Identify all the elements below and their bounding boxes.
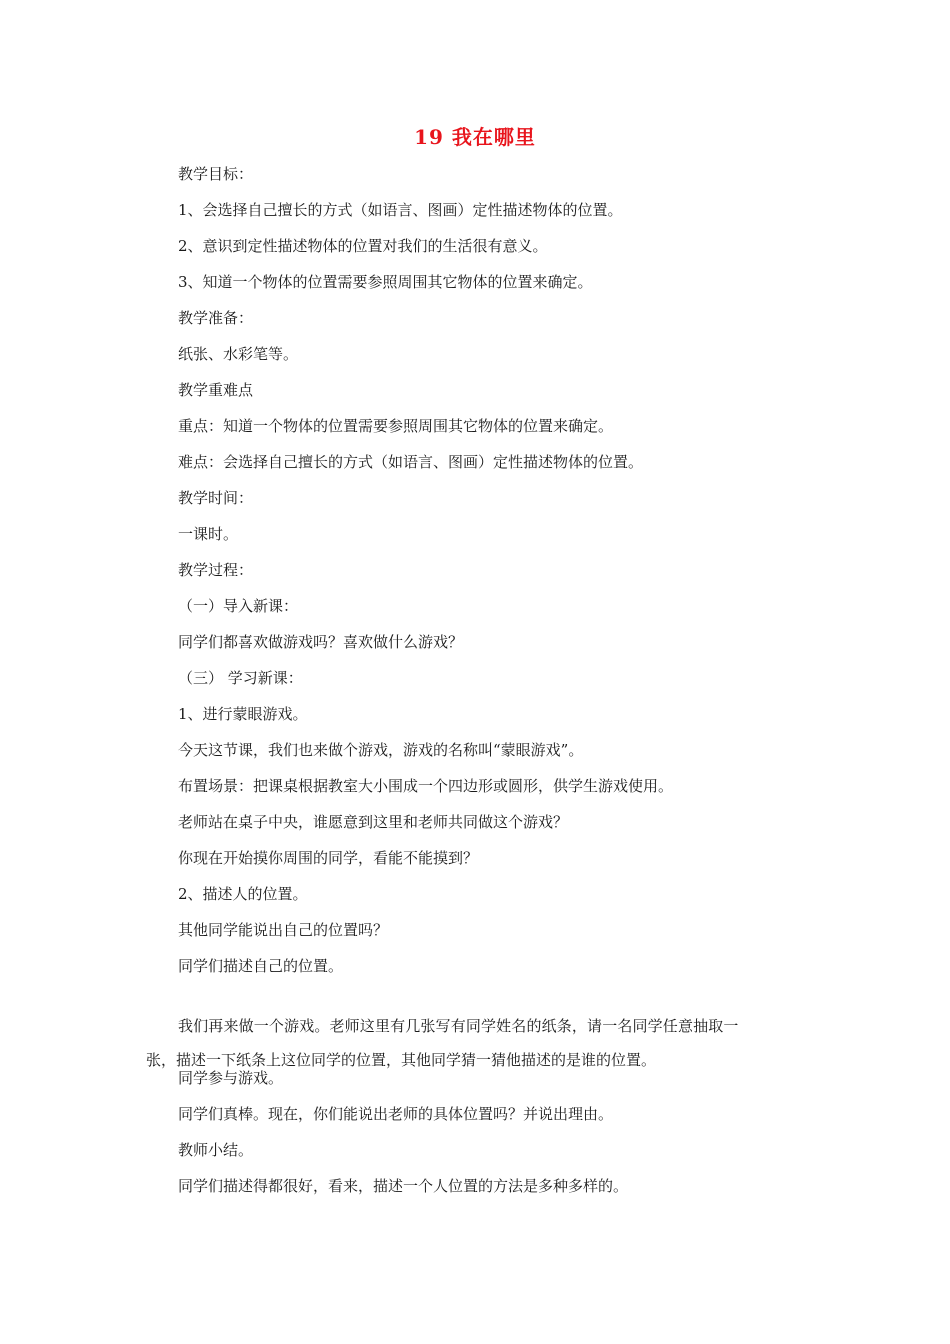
step-blindfold-game: 1、进行蒙眼游戏。 bbox=[178, 705, 308, 723]
heading-key-points: 教学重难点 bbox=[178, 381, 254, 399]
difficult-point: 难点：会选择自己擅长的方式（如语言、图画）定性描述物体的位置。 bbox=[178, 453, 644, 471]
step-describe-position: 2、描述人的位置。 bbox=[178, 885, 308, 903]
game-paragraph-line-1: 我们再来做一个游戏。老师这里有几张写有同学姓名的纸条，请一名同学任意抽取一 bbox=[178, 1017, 739, 1035]
teacher-summary: 同学们描述得都很好，看来，描述一个人位置的方法是多种多样的。 bbox=[178, 1177, 629, 1195]
objective-1: 1、会选择自己擅长的方式（如语言、图画）定性描述物体的位置。 bbox=[178, 201, 623, 219]
body-text-top bbox=[178, 164, 818, 992]
teacher-summary-heading: 教师小结。 bbox=[178, 1141, 254, 1159]
section-new-lesson: （三） 学习新课： bbox=[178, 669, 303, 687]
scene-setup: 布置场景：把课桌根据教室大小围成一个四边形或圆形，供学生游戏使用。 bbox=[178, 777, 674, 795]
body-text-bottom bbox=[178, 1068, 818, 1212]
students-describe: 同学们描述自己的位置。 bbox=[178, 957, 344, 975]
time-value: 一课时。 bbox=[178, 525, 239, 543]
touch-classmates: 你现在开始摸你周围的同学，看能不能摸到？ bbox=[178, 849, 479, 867]
intro-question: 同学们都喜欢做游戏吗？喜欢做什么游戏？ bbox=[178, 633, 464, 651]
heading-time: 教学时间： bbox=[178, 489, 254, 507]
teacher-position-question: 同学们真棒。现在，你们能说出老师的具体位置吗？并说出理由。 bbox=[178, 1105, 614, 1123]
game-intro: 今天这节课，我们也来做个游戏，游戏的名称叫“蒙眼游戏”。 bbox=[178, 741, 584, 759]
preparation-materials: 纸张、水彩笔等。 bbox=[178, 345, 299, 363]
key-point: 重点：知道一个物体的位置需要参照周围其它物体的位置来确定。 bbox=[178, 417, 614, 435]
objective-2: 2、意识到定性描述物体的位置对我们的生活很有意义。 bbox=[178, 237, 548, 255]
others-question: 其他同学能说出自己的位置吗？ bbox=[178, 921, 389, 939]
objective-3: 3、知道一个物体的位置需要参照周围其它物体的位置来确定。 bbox=[178, 273, 593, 291]
game-paragraph-line-2: 张，描述一下纸条上这位同学的位置，其他同学猜一猜他描述的是谁的位置。 bbox=[146, 1051, 657, 1069]
teacher-center: 老师站在桌子中央，谁愿意到这里和老师共同做这个游戏？ bbox=[178, 813, 569, 831]
page-title: 19 我在哪里 bbox=[414, 125, 536, 149]
heading-process: 教学过程： bbox=[178, 561, 254, 579]
students-play: 同学参与游戏。 bbox=[178, 1069, 284, 1087]
heading-preparation: 教学准备： bbox=[178, 309, 254, 327]
heading-objectives: 教学目标： bbox=[178, 165, 254, 183]
section-intro: （一）导入新课： bbox=[178, 597, 299, 615]
